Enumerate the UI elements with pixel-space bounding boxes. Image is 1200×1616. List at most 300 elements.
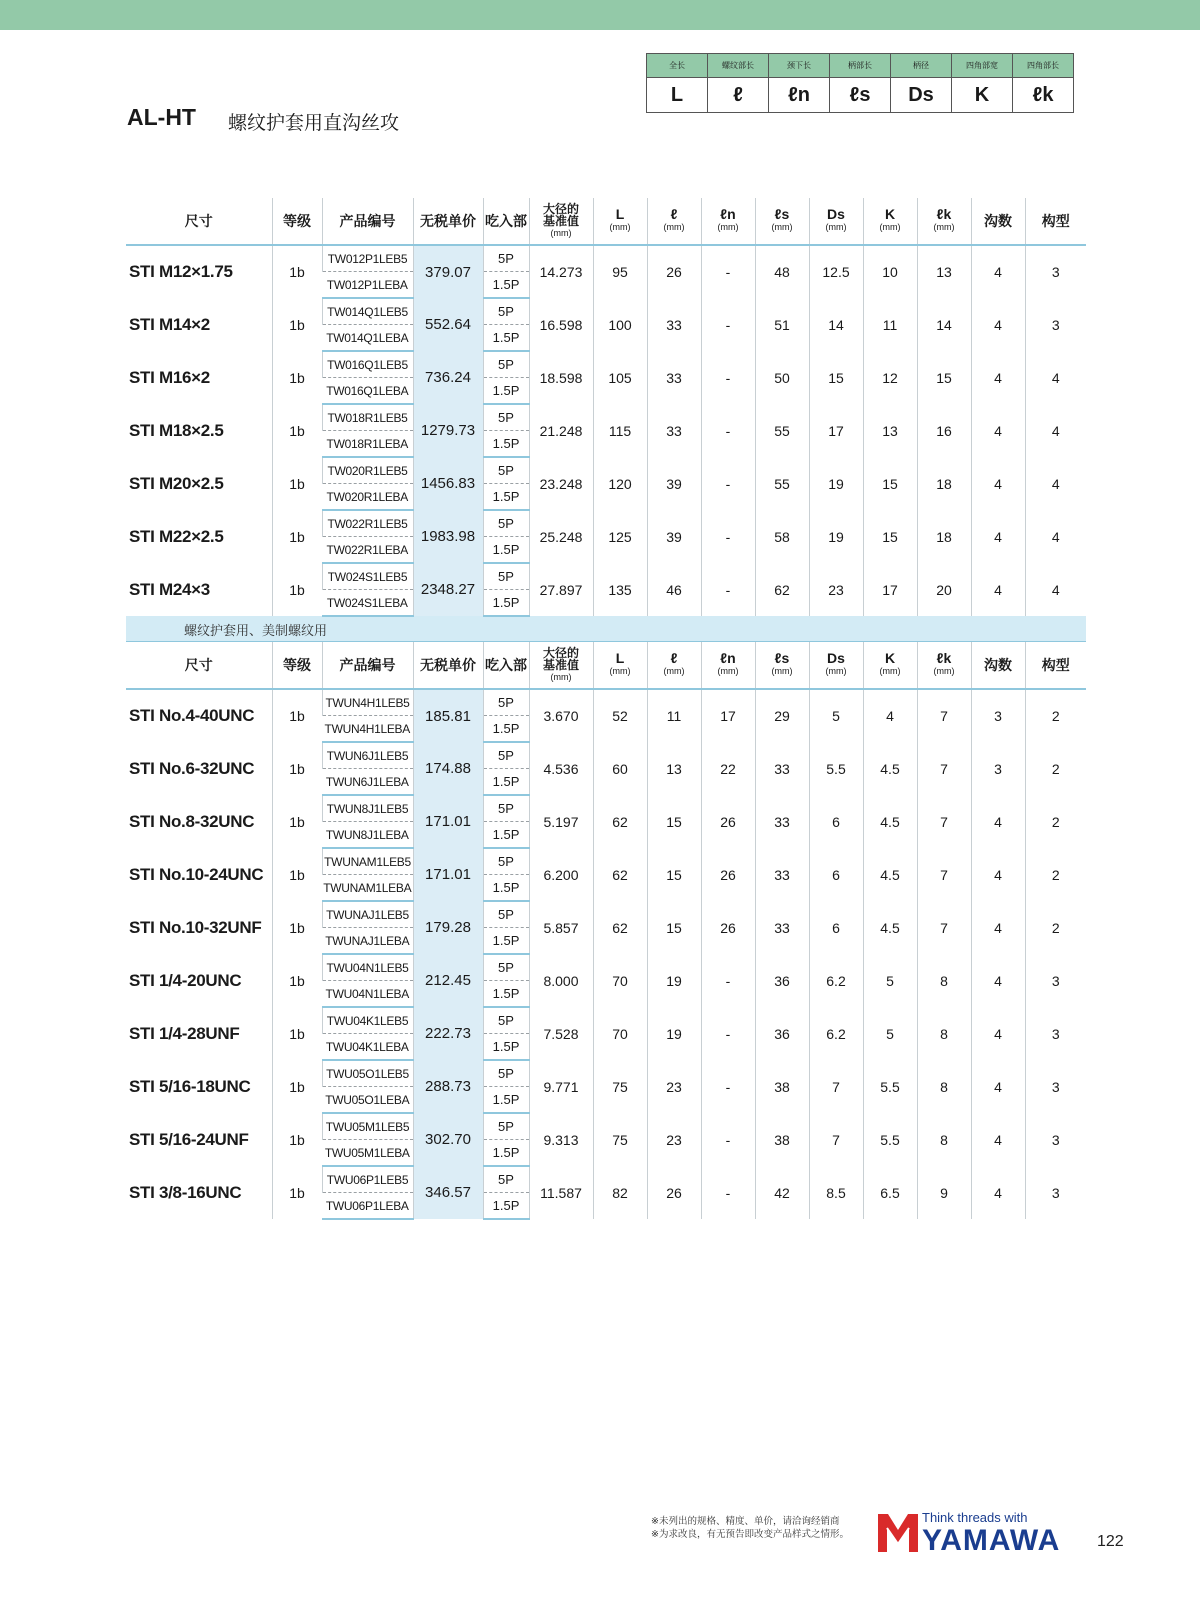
cell-Ds: 14 — [809, 298, 863, 351]
header-K — [863, 198, 917, 245]
cell-ln: - — [701, 298, 755, 351]
cell-L: 52 — [593, 689, 647, 742]
header-basic-line: 基准值 — [542, 658, 579, 672]
table-row — [126, 901, 1086, 928]
cell-code-leba: TW014Q1LEBA — [322, 325, 413, 352]
cell-ln: - — [701, 245, 755, 298]
header-unit: (mm) — [609, 666, 631, 676]
cell-chamfer: 1.5P — [483, 325, 529, 352]
cell-code-leba: TWUNAM1LEBA — [322, 875, 413, 902]
cell-grade: 1b — [272, 1166, 322, 1219]
cell-code-leba: TW022R1LEBA — [322, 537, 413, 564]
header-symbol: ℓs — [774, 650, 790, 666]
cell-price: 179.28 — [413, 901, 483, 954]
cell-ln: - — [701, 954, 755, 1007]
cell-basic: 16.598 — [529, 298, 593, 351]
cell-Ds: 15 — [809, 351, 863, 404]
legend-symbol: K — [952, 78, 1013, 113]
cell-price: 288.73 — [413, 1060, 483, 1113]
cell-flutes: 4 — [971, 1060, 1025, 1113]
cell-price: 171.01 — [413, 848, 483, 901]
cell-grade: 1b — [272, 795, 322, 848]
cell-chamfer: 1.5P — [483, 378, 529, 405]
cell-grade: 1b — [272, 689, 322, 742]
cell-type: 4 — [1025, 563, 1086, 616]
cell-price: 1983.98 — [413, 510, 483, 563]
cell-grade: 1b — [272, 1113, 322, 1166]
cell-chamfer: 1.5P — [483, 769, 529, 796]
cell-code-leba: TW020R1LEBA — [322, 484, 413, 511]
legend-label: 柄径 — [891, 54, 952, 78]
cell-ln: - — [701, 1166, 755, 1219]
cell-code-leb5: TWU05O1LEB5 — [322, 1060, 413, 1087]
cell-grade: 1b — [272, 848, 322, 901]
page-title: AL-HT — [127, 104, 196, 130]
cell-ln: 17 — [701, 689, 755, 742]
cell-ln: - — [701, 1007, 755, 1060]
table-row — [126, 795, 1086, 822]
table-row — [126, 954, 1086, 981]
table-row — [126, 563, 1086, 590]
cell-K: 17 — [863, 563, 917, 616]
top-color-band — [0, 0, 1200, 30]
cell-size: STI 1/4-20UNC — [129, 970, 242, 990]
cell-basic: 27.897 — [529, 563, 593, 616]
cell-chamfer: 5P — [483, 245, 529, 272]
cell-code-leb5: TWUNAM1LEB5 — [322, 848, 413, 875]
cell-chamfer: 5P — [483, 1113, 529, 1140]
cell-basic: 3.670 — [529, 689, 593, 742]
cell-L: 100 — [593, 298, 647, 351]
cell-code-leb5: TWUN8J1LEB5 — [322, 795, 413, 822]
cell-ls: 62 — [755, 563, 809, 616]
cell-K: 6.5 — [863, 1166, 917, 1219]
header-flutes: 沟数 — [971, 198, 1025, 245]
header-symbol: ℓs — [774, 206, 790, 222]
cell-type: 3 — [1025, 1113, 1086, 1166]
cell-L: 125 — [593, 510, 647, 563]
cell-size: STI No.10-32UNF — [129, 917, 262, 937]
header-symbol: Ds — [827, 650, 845, 666]
header-symbol: ℓn — [720, 206, 736, 222]
cell-l: 26 — [647, 245, 701, 298]
cell-K: 4.5 — [863, 901, 917, 954]
cell-ln: - — [701, 510, 755, 563]
footnote-line: ※为求改良，有无预告即改变产品样式之情形。 — [651, 1529, 849, 1540]
cell-basic: 4.536 — [529, 742, 593, 795]
cell-chamfer: 5P — [483, 510, 529, 537]
cell-price: 346.57 — [413, 1166, 483, 1219]
cell-type: 4 — [1025, 510, 1086, 563]
cell-L: 62 — [593, 848, 647, 901]
cell-basic: 5.857 — [529, 901, 593, 954]
cell-chamfer: 5P — [483, 298, 529, 325]
cell-ls: 42 — [755, 1166, 809, 1219]
cell-Ds: 19 — [809, 510, 863, 563]
cell-ls: 55 — [755, 457, 809, 510]
cell-l: 33 — [647, 404, 701, 457]
cell-Ds: 12.5 — [809, 245, 863, 298]
section-divider-row — [126, 616, 1086, 642]
cell-chamfer: 1.5P — [483, 537, 529, 564]
cell-L: 115 — [593, 404, 647, 457]
cell-Ds: 5 — [809, 689, 863, 742]
header-unit: (mm) — [663, 666, 685, 676]
cell-Ds: 5.5 — [809, 742, 863, 795]
table-row — [126, 742, 1086, 769]
cell-l: 33 — [647, 351, 701, 404]
page-subtitle: 螺纹护套用直沟丝攻 — [228, 113, 400, 134]
header-size: 尺寸 — [126, 198, 272, 245]
cell-ln: 26 — [701, 795, 755, 848]
cell-basic: 8.000 — [529, 954, 593, 1007]
cell-type: 4 — [1025, 404, 1086, 457]
cell-price: 2348.27 — [413, 563, 483, 616]
cell-ls: 33 — [755, 901, 809, 954]
cell-size: STI No.8-32UNC — [129, 811, 255, 831]
cell-L: 120 — [593, 457, 647, 510]
cell-price: 222.73 — [413, 1007, 483, 1060]
header-Ds — [809, 198, 863, 245]
cell-flutes: 4 — [971, 404, 1025, 457]
cell-ls: 55 — [755, 404, 809, 457]
header-ls — [755, 642, 809, 690]
cell-code-leb5: TWUNAJ1LEB5 — [322, 901, 413, 928]
cell-flutes: 4 — [971, 1007, 1025, 1060]
header-unit: (mm) — [771, 666, 793, 676]
cell-Ds: 6 — [809, 901, 863, 954]
cell-ln: 26 — [701, 848, 755, 901]
header-L — [593, 642, 647, 690]
cell-grade: 1b — [272, 298, 322, 351]
cell-type: 3 — [1025, 1166, 1086, 1219]
cell-L: 75 — [593, 1060, 647, 1113]
header-unit: (mm) — [550, 672, 572, 682]
cell-code-leba: TW012P1LEBA — [322, 272, 413, 299]
header-basic-line: 大径的 — [542, 646, 579, 660]
header-unit: (mm) — [550, 228, 572, 238]
cell-L: 60 — [593, 742, 647, 795]
table-row — [126, 298, 1086, 325]
cell-grade: 1b — [272, 901, 322, 954]
cell-type: 2 — [1025, 795, 1086, 848]
footnote — [651, 1515, 849, 1541]
cell-lk: 13 — [917, 245, 971, 298]
cell-K: 5 — [863, 954, 917, 1007]
cell-Ds: 7 — [809, 1060, 863, 1113]
cell-ln: - — [701, 351, 755, 404]
cell-type: 4 — [1025, 457, 1086, 510]
cell-ln: - — [701, 1060, 755, 1113]
header-lk — [917, 198, 971, 245]
cell-code-leb5: TW018R1LEB5 — [322, 404, 413, 431]
cell-flutes: 4 — [971, 795, 1025, 848]
cell-chamfer: 1.5P — [483, 875, 529, 902]
cell-size: STI M18×2.5 — [129, 420, 224, 440]
legend-label: 四角部长 — [1013, 54, 1074, 78]
cell-chamfer: 1.5P — [483, 484, 529, 511]
cell-flutes: 4 — [971, 1166, 1025, 1219]
cell-basic: 5.197 — [529, 795, 593, 848]
cell-basic: 23.248 — [529, 457, 593, 510]
header-unit: (mm) — [609, 222, 631, 232]
cell-flutes: 4 — [971, 510, 1025, 563]
cell-l: 46 — [647, 563, 701, 616]
cell-price: 174.88 — [413, 742, 483, 795]
cell-Ds: 7 — [809, 1113, 863, 1166]
cell-code-leba: TWUN8J1LEBA — [322, 822, 413, 849]
cell-chamfer: 1.5P — [483, 272, 529, 299]
cell-chamfer: 5P — [483, 404, 529, 431]
cell-lk: 7 — [917, 901, 971, 954]
header-chamfer: 吃入部 — [483, 642, 529, 690]
cell-l: 19 — [647, 954, 701, 1007]
header-price: 无税单价 — [413, 642, 483, 690]
legend-symbol: ℓn — [769, 78, 830, 113]
table-row — [126, 848, 1086, 875]
table-row — [126, 457, 1086, 484]
cell-code-leb5: TW022R1LEB5 — [322, 510, 413, 537]
header-symbol: ℓn — [720, 650, 736, 666]
cell-K: 4.5 — [863, 848, 917, 901]
header-type: 构型 — [1025, 642, 1086, 690]
cell-basic: 18.598 — [529, 351, 593, 404]
cell-ls: 58 — [755, 510, 809, 563]
header-lk — [917, 642, 971, 690]
cell-flutes: 4 — [971, 848, 1025, 901]
cell-lk: 18 — [917, 457, 971, 510]
legend-label: 柄部长 — [830, 54, 891, 78]
cell-chamfer: 1.5P — [483, 928, 529, 955]
cell-chamfer: 5P — [483, 351, 529, 378]
cell-ln: - — [701, 1113, 755, 1166]
legend-label: 颈下长 — [769, 54, 830, 78]
cell-K: 4 — [863, 689, 917, 742]
cell-lk: 8 — [917, 1060, 971, 1113]
cell-chamfer: 1.5P — [483, 431, 529, 458]
cell-K: 15 — [863, 510, 917, 563]
cell-ls: 50 — [755, 351, 809, 404]
cell-L: 62 — [593, 901, 647, 954]
cell-l: 39 — [647, 457, 701, 510]
header-symbol: L — [615, 206, 625, 222]
cell-price: 736.24 — [413, 351, 483, 404]
cell-L: 105 — [593, 351, 647, 404]
cell-flutes: 4 — [971, 298, 1025, 351]
cell-price: 302.70 — [413, 1113, 483, 1166]
header-symbol: K — [884, 206, 896, 222]
cell-lk: 7 — [917, 795, 971, 848]
cell-K: 15 — [863, 457, 917, 510]
cell-chamfer: 1.5P — [483, 1087, 529, 1114]
cell-ls: 36 — [755, 954, 809, 1007]
header-ls — [755, 198, 809, 245]
header-unit: (mm) — [879, 222, 901, 232]
header-basic-diameter — [529, 198, 593, 245]
legend-symbol: L — [647, 78, 708, 113]
cell-code-leb5: TWU04N1LEB5 — [322, 954, 413, 981]
cell-size: STI M24×3 — [129, 579, 210, 599]
table-header-row — [126, 642, 1086, 690]
cell-ls: 33 — [755, 848, 809, 901]
cell-size: STI M20×2.5 — [129, 473, 224, 493]
cell-L: 75 — [593, 1113, 647, 1166]
legend-symbol: ℓk — [1013, 78, 1074, 113]
cell-Ds: 6.2 — [809, 954, 863, 1007]
cell-basic: 25.248 — [529, 510, 593, 563]
cell-chamfer: 5P — [483, 689, 529, 716]
header-code: 产品编号 — [322, 198, 413, 245]
cell-code-leba: TWU04K1LEBA — [322, 1034, 413, 1061]
cell-ln: - — [701, 404, 755, 457]
cell-flutes: 4 — [971, 457, 1025, 510]
cell-grade: 1b — [272, 245, 322, 298]
yamawa-logo-icon — [876, 1512, 920, 1554]
cell-Ds: 23 — [809, 563, 863, 616]
header-grade: 等级 — [272, 642, 322, 690]
cell-chamfer: 1.5P — [483, 716, 529, 743]
cell-size: STI 3/8-16UNC — [129, 1182, 242, 1202]
cell-l: 15 — [647, 848, 701, 901]
cell-size: STI No.4-40UNC — [129, 706, 255, 725]
header-unit: (mm) — [933, 222, 955, 232]
cell-chamfer: 5P — [483, 901, 529, 928]
header-symbol: ℓk — [936, 650, 952, 666]
cell-ls: 48 — [755, 245, 809, 298]
cell-price: 185.81 — [413, 689, 483, 742]
cell-price: 552.64 — [413, 298, 483, 351]
cell-code-leb5: TW016Q1LEB5 — [322, 351, 413, 378]
cell-K: 12 — [863, 351, 917, 404]
cell-l: 26 — [647, 1166, 701, 1219]
cell-size: STI M16×2 — [129, 367, 210, 387]
cell-basic: 14.273 — [529, 245, 593, 298]
cell-basic: 21.248 — [529, 404, 593, 457]
cell-chamfer: 1.5P — [483, 822, 529, 849]
cell-K: 5.5 — [863, 1113, 917, 1166]
cell-chamfer: 5P — [483, 742, 529, 769]
header-unit: (mm) — [717, 666, 739, 676]
cell-ls: 36 — [755, 1007, 809, 1060]
cell-lk: 20 — [917, 563, 971, 616]
table-row — [126, 689, 1086, 716]
cell-Ds: 6.2 — [809, 1007, 863, 1060]
cell-flutes: 4 — [971, 245, 1025, 298]
cell-flutes: 4 — [971, 563, 1025, 616]
header-unit: (mm) — [825, 666, 847, 676]
dimension-legend — [646, 53, 1074, 113]
cell-l: 39 — [647, 510, 701, 563]
cell-size: STI 5/16-24UNF — [129, 1129, 249, 1149]
cell-grade: 1b — [272, 457, 322, 510]
cell-ls: 38 — [755, 1113, 809, 1166]
table-row — [126, 1113, 1086, 1140]
cell-price: 212.45 — [413, 954, 483, 1007]
cell-grade: 1b — [272, 742, 322, 795]
section-label: 螺纹护套用、美制螺纹用 — [126, 616, 1086, 642]
cell-ls: 33 — [755, 795, 809, 848]
cell-size: STI 5/16-18UNC — [129, 1076, 251, 1096]
cell-code-leb5: TWU04K1LEB5 — [322, 1007, 413, 1034]
cell-basic: 9.771 — [529, 1060, 593, 1113]
legend-label: 螺纹部长 — [708, 54, 769, 78]
cell-code-leba: TW018R1LEBA — [322, 431, 413, 458]
cell-l: 33 — [647, 298, 701, 351]
cell-ln: 26 — [701, 901, 755, 954]
cell-code-leba: TW024S1LEBA — [322, 590, 413, 617]
header-basic-diameter — [529, 642, 593, 690]
header-flutes: 沟数 — [971, 642, 1025, 690]
cell-ln: - — [701, 457, 755, 510]
cell-code-leba: TWU05O1LEBA — [322, 1087, 413, 1114]
legend-label: 四角部宽 — [952, 54, 1013, 78]
header-unit: (mm) — [771, 222, 793, 232]
cell-chamfer: 5P — [483, 848, 529, 875]
cell-code-leba: TWU04N1LEBA — [322, 981, 413, 1008]
cell-K: 4.5 — [863, 795, 917, 848]
cell-code-leb5: TWU05M1LEB5 — [322, 1113, 413, 1140]
cell-size: STI No.6-32UNC — [129, 758, 255, 778]
cell-chamfer: 5P — [483, 1166, 529, 1193]
header-basic-line: 大径的 — [542, 202, 579, 216]
header-symbol: ℓ — [670, 650, 678, 666]
cell-code-leba: TWUN4H1LEBA — [322, 716, 413, 743]
cell-grade: 1b — [272, 563, 322, 616]
header-size: 尺寸 — [126, 642, 272, 690]
header-code: 产品编号 — [322, 642, 413, 690]
cell-chamfer: 1.5P — [483, 590, 529, 617]
header-chamfer: 吃入部 — [483, 198, 529, 245]
header-grade: 等级 — [272, 198, 322, 245]
cell-basic: 11.587 — [529, 1166, 593, 1219]
table-row — [126, 1166, 1086, 1193]
cell-chamfer: 1.5P — [483, 1034, 529, 1061]
table-row — [126, 404, 1086, 431]
header-symbol: ℓ — [670, 206, 678, 222]
cell-ln: 22 — [701, 742, 755, 795]
table-row — [126, 245, 1086, 272]
cell-code-leba: TWU05M1LEBA — [322, 1140, 413, 1167]
cell-size: STI No.10-24UNC — [129, 864, 264, 884]
cell-grade: 1b — [272, 510, 322, 563]
cell-ls: 38 — [755, 1060, 809, 1113]
brand-name: YAMAWA — [922, 1524, 1061, 1557]
cell-flutes: 4 — [971, 351, 1025, 404]
footnote-line: ※未列出的规格、精度、单价，请洽询经销商 — [651, 1516, 840, 1527]
cell-lk: 14 — [917, 298, 971, 351]
cell-code-leb5: TW020R1LEB5 — [322, 457, 413, 484]
header-symbol: K — [884, 650, 896, 666]
header-L — [593, 198, 647, 245]
header-price: 无税单价 — [413, 198, 483, 245]
cell-code-leb5: TWUN4H1LEB5 — [322, 689, 413, 716]
spec-table — [126, 198, 1086, 1220]
cell-code-leba: TWUN6J1LEBA — [322, 769, 413, 796]
legend-symbol: ℓs — [830, 78, 891, 113]
cell-chamfer: 5P — [483, 954, 529, 981]
cell-flutes: 3 — [971, 689, 1025, 742]
cell-K: 10 — [863, 245, 917, 298]
cell-flutes: 4 — [971, 954, 1025, 1007]
cell-lk: 7 — [917, 742, 971, 795]
cell-chamfer: 1.5P — [483, 1140, 529, 1167]
header-unit: (mm) — [717, 222, 739, 232]
cell-ln: - — [701, 563, 755, 616]
cell-type: 2 — [1025, 689, 1086, 742]
cell-chamfer: 1.5P — [483, 981, 529, 1008]
header-ln — [701, 198, 755, 245]
cell-Ds: 6 — [809, 795, 863, 848]
